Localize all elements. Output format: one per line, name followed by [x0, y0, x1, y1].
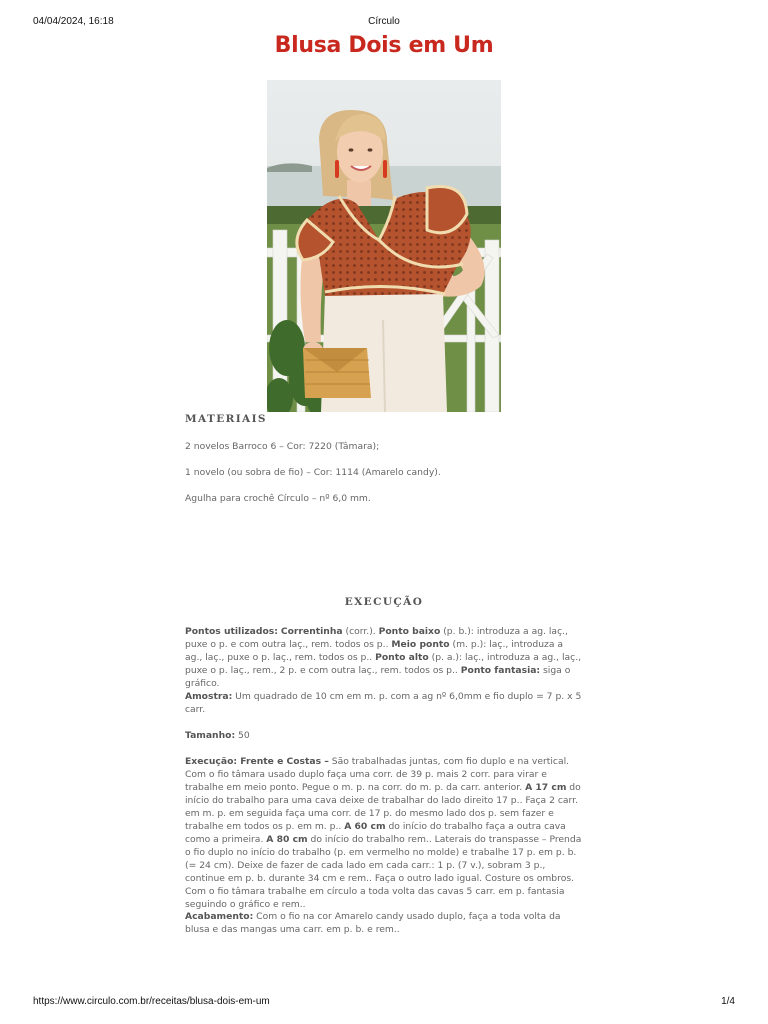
- measurement-mark: A 80 cm: [266, 834, 308, 845]
- model-wearing-crochet-blouse-photo: [267, 80, 501, 412]
- measurement-mark: A 17 cm: [525, 782, 567, 793]
- size-label: Tamanho:: [185, 730, 236, 741]
- stitch-desc: (p. b.): introduza a ag. laç., puxe o p. e com outra laç., rem. todos os p..: [185, 626, 568, 650]
- stitches-paragraph: [185, 625, 583, 690]
- stitch-name: Ponto fantasia:: [460, 665, 541, 676]
- print-header: [33, 16, 735, 30]
- sample-paragraph: [185, 690, 583, 716]
- finishing-label: Acabamento:: [185, 911, 254, 922]
- stitch-desc: (m. p.): laç., introduza a ag., laç., puxe o p. laç., rem. todos os p..: [185, 639, 564, 663]
- stitch-desc: siga o gráfico.: [185, 665, 571, 689]
- size-paragraph: [185, 729, 583, 742]
- stitch-name: Correntinha: [280, 626, 343, 637]
- front-back-text: do início do trabalho para uma cava deixe de trabalhar do lado direito 17 p.. Faça 2 carr. em m. p. em seguida faça uma corr. de 17 p. do mesmo lado dos p. sem fazer e trabalhe em todos os p. em m. p..: [185, 782, 581, 832]
- stitches-label: Pontos utilizados:: [185, 626, 278, 637]
- sample-text: Um quadrado de 10 cm em m. p. com a ag nº 6,0mm e fio duplo = 7 p. x 5 carr.: [185, 691, 582, 715]
- materials-item-yarn-accent: 1 novelo (ou sobra de fio) – Cor: 1114 (Amarelo candy).: [185, 467, 441, 478]
- materials-heading: MATERIAIS: [185, 413, 267, 425]
- page-url: https://www.circulo.com.br/receitas/blusa-dois-em-um: [33, 996, 270, 1007]
- size-text: 50: [235, 730, 250, 741]
- execution-heading: EXECUÇÃO: [344, 596, 424, 608]
- finishing-paragraph: [185, 910, 583, 936]
- stitch-name: Ponto baixo: [378, 626, 441, 637]
- print-site-name: Círculo: [368, 16, 400, 27]
- front-back-label: Execução: Frente e Costas –: [185, 756, 329, 767]
- front-back-text: São trabalhadas juntas, com fio duplo e na vertical. Com o fio tâmara usado duplo faça uma corr. de 39 p. mais 2 corr. para virar e trabalhe em meio ponto. Pegue o m. p. na corr. do m. p. da carr. anterior.: [185, 756, 570, 793]
- print-datetime: 04/04/2024, 16:18: [33, 16, 114, 27]
- measurement-mark: A 60 cm: [344, 821, 386, 832]
- stitch-desc: (p. a.): laç., introduza a ag., laç., puxe o p. laç., rem., 2 p. e com outra laç., rem. todos os p..: [185, 652, 582, 676]
- sample-label: Amostra:: [185, 691, 233, 702]
- front-back-text: do início do trabalho rem.. Laterais do transpasse – Prenda o fio duplo no início do trabalho (p. em vermelho no molde) e trabalhe 17 p. em p. b. (= 24 cm). Deixe de fazer de cada lado em cada carr.: 1 p. (7 v.), sobram 3 p., continue em p. b. durante 34 cm e rem.. Faça o outro lado igual. Costure os ombros. Com o fio tâmara trabalhe em círculo a toda volta das cavas 5 carr. em p. fantasia seguindo o gráfico e rem..: [185, 834, 582, 910]
- stitch-desc: (corr.).: [342, 626, 379, 637]
- print-footer: [33, 996, 735, 1010]
- page-title: Blusa Dois em Um: [274, 33, 494, 58]
- front-back-paragraph: [185, 755, 583, 911]
- stitch-name: Ponto alto: [375, 652, 429, 663]
- finishing-text: Com o fio na cor Amarelo candy usado duplo, faça a toda volta da blusa e das mangas uma carr. em p. b. e rem..: [185, 911, 561, 935]
- page-number: 1/4: [721, 996, 735, 1007]
- front-back-text: do início do trabalho faça a outra cava como a primeira.: [185, 821, 566, 845]
- materials-item-hook: Agulha para crochê Círculo – nº 6,0 mm.: [185, 493, 371, 504]
- stitch-name: Meio ponto: [391, 639, 450, 650]
- materials-item-yarn: 2 novelos Barroco 6 – Cor: 7220 (Tâmara);: [185, 441, 380, 452]
